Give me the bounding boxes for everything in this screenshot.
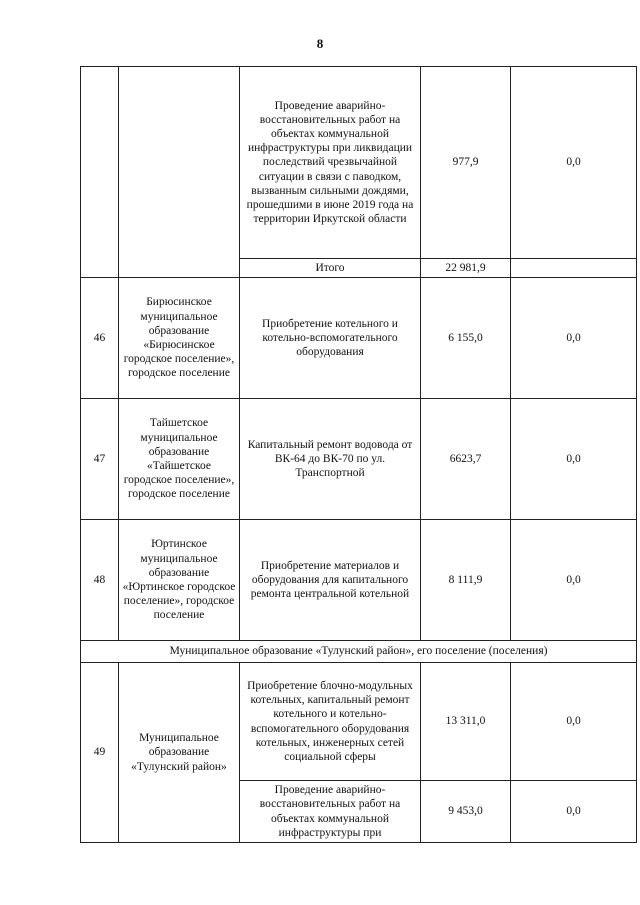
table-row: [81, 663, 637, 781]
other-amount-cell: 0,0: [511, 399, 637, 520]
organization-cell: [119, 67, 240, 278]
work-description-cell: Приобретение блочно-модульных котельных, капитальный ремонт котельного и котельно-вспомогательного оборудования котельных, инженерных сетей социальной сферы: [240, 663, 421, 781]
section-title: Муниципальное образование «Тулунский район», его поселение (поселения): [81, 641, 637, 663]
organization-cell: Юртинское муниципальное образование «Юртинское городское поселение», городское поселение: [119, 520, 240, 641]
total-amount: 22 981,9: [421, 259, 511, 278]
table-row: [81, 520, 637, 641]
other-amount-cell: 0,0: [511, 663, 637, 781]
section-header-row: [81, 641, 637, 663]
organization-cell: Тайшетское муниципальное образование «Тайшетское городское поселение», городское поселение: [119, 399, 240, 520]
amount-cell: 6623,7: [421, 399, 511, 520]
row-number-cell: 47: [81, 399, 119, 520]
amount-cell: 977,9: [421, 67, 511, 259]
amount-cell: 8 111,9: [421, 520, 511, 641]
work-description-cell: Капитальный ремонт водовода от ВК-64 до ВК-70 по ул. Транспортной: [240, 399, 421, 520]
total-other-cell: [511, 259, 637, 278]
row-number-cell: 48: [81, 520, 119, 641]
work-description-cell: Проведение аварийно-восстановительных работ на объектах коммунальной инфраструктуры при: [240, 781, 421, 843]
table-row: [81, 399, 637, 520]
other-amount-cell: 0,0: [511, 67, 637, 259]
work-description-cell: Приобретение материалов и оборудования для капитального ремонта центральной котельной: [240, 520, 421, 641]
other-amount-cell: 0,0: [511, 278, 637, 399]
organization-cell: Бирюсинское муниципальное образование «Бирюсинское городское поселение», городское поселение: [119, 278, 240, 399]
row-number-cell: 49: [81, 663, 119, 843]
amount-cell: 6 155,0: [421, 278, 511, 399]
table-row: [81, 278, 637, 399]
other-amount-cell: 0,0: [511, 520, 637, 641]
amount-cell: 13 311,0: [421, 663, 511, 781]
allocation-table: [80, 66, 637, 843]
amount-cell: 9 453,0: [421, 781, 511, 843]
page-number: 8: [316, 36, 324, 51]
work-description-cell: Проведение аварийно-восстановительных работ на объектах коммунальной инфраструктуры при ликвидации последствий чрезвычайной ситуации в связи с паводком, вызванным сильными дождями, прошедшими в июне 2019 года на территории Иркутской области: [240, 67, 421, 259]
table-row: [81, 67, 637, 259]
row-number-cell: 46: [81, 278, 119, 399]
work-description-cell: Приобретение котельного и котельно-вспомогательного оборудования: [240, 278, 421, 399]
total-label: Итого: [240, 259, 421, 278]
organization-cell: Муниципальное образование «Тулунский район»: [119, 663, 240, 843]
other-amount-cell: 0,0: [511, 781, 637, 843]
row-number-cell: [81, 67, 119, 278]
